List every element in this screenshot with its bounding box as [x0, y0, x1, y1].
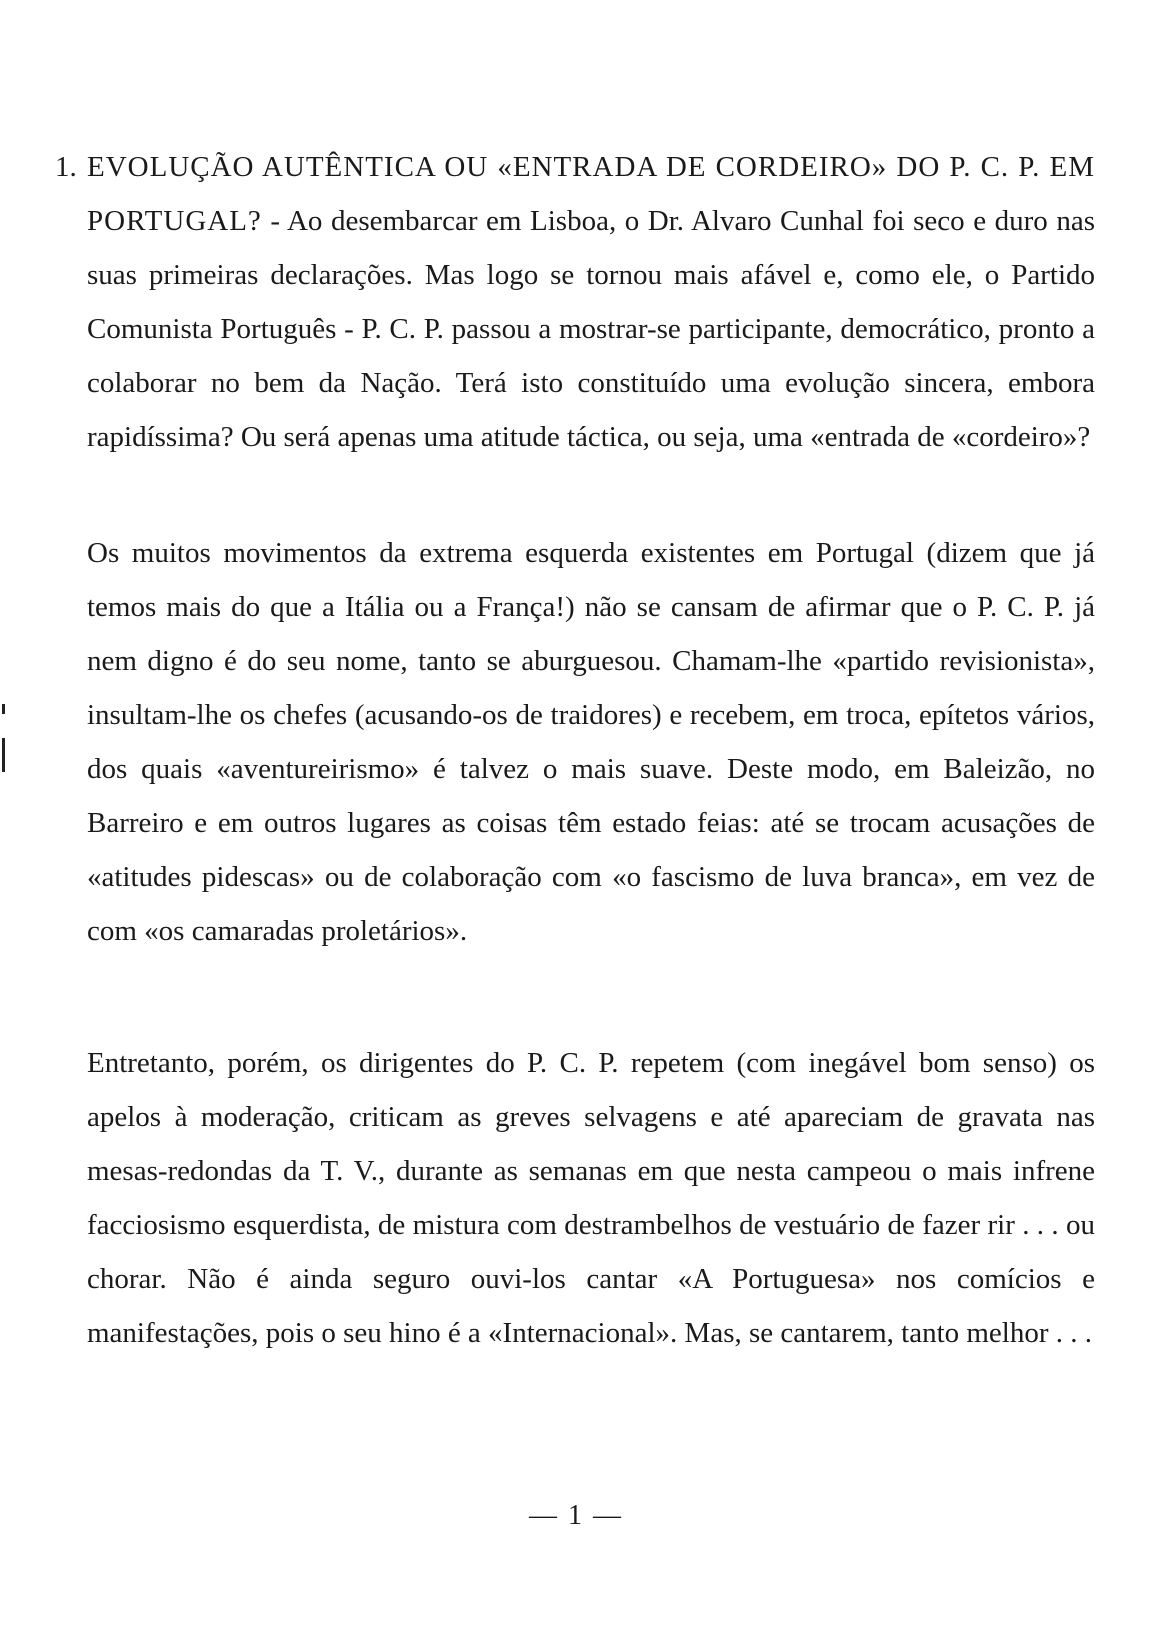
section-1 [55, 140, 1095, 464]
margin-mark [2, 704, 5, 714]
page-number: — 1 — [529, 1500, 623, 1531]
margin-mark [2, 738, 5, 772]
paragraph: Entretanto, porém, os dirigentes do P. C. P. repetem (com inegável bom senso) os apelos à moderação, criticam as greves selvagens e até apareciam de gravata nas mesas-redondas da T. V., durante as semanas em que nesta campeou o mais infrene facciosismo esquerdista, de mistura com destrambelhos de vestuário de fazer rir . . . ou chorar. Não é ainda seguro ouvi-los cantar «A Portuguesa» nos comícios e manifestações, pois o seu hino é a «Internacional». Mas, se cantarem, tanto melhor . . . [87, 1047, 1095, 1349]
section-number: 1. [55, 151, 77, 183]
section-paragraph [55, 140, 1095, 464]
section-intro-text: - Ao desembarcar em Lisboa, o Dr. Alvaro Cunhal foi seco e duro nas suas primeiras declarações. Mas logo se tornou mais afável e, como ele, o Partido Comunista Português - P. C. P. passou a mostrar-se participante, democrático, pronto a colaborar no bem da Nação. Terá isto constituído uma evolução sincera, embora rapidíssima? Ou será apenas uma atitude táctica, ou seja, uma «entrada de «cordeiro»? [87, 205, 1096, 453]
paragraph: Os muitos movimentos da extrema esquerda existentes em Portugal (dizem que já temos mais do que a Itália ou a França!) não se cansam de afirmar que o P. C. P. já nem digno é do seu nome, tanto se aburguesou. Chamam-lhe «partido revisionista», insultam-lhe os chefes (acusando-os de traidores) e recebem, em troca, epítetos vários, dos quais «aventureirismo» é talvez o mais suave. Deste modo, em Baleizão, no Barreiro e em outros lugares as coisas têm estado feias: até se trocam acusações de «atitudes pidescas» ou de colaboração com «o fascismo de luva branca», em vez de com «os camaradas proletários». [87, 537, 1095, 947]
section-title: EVOLUÇÃO AUTÊNTICA OU «ENTRADA DE CORDEIRO» DO P. C. P. EM PORTUGAL? [87, 151, 1095, 237]
